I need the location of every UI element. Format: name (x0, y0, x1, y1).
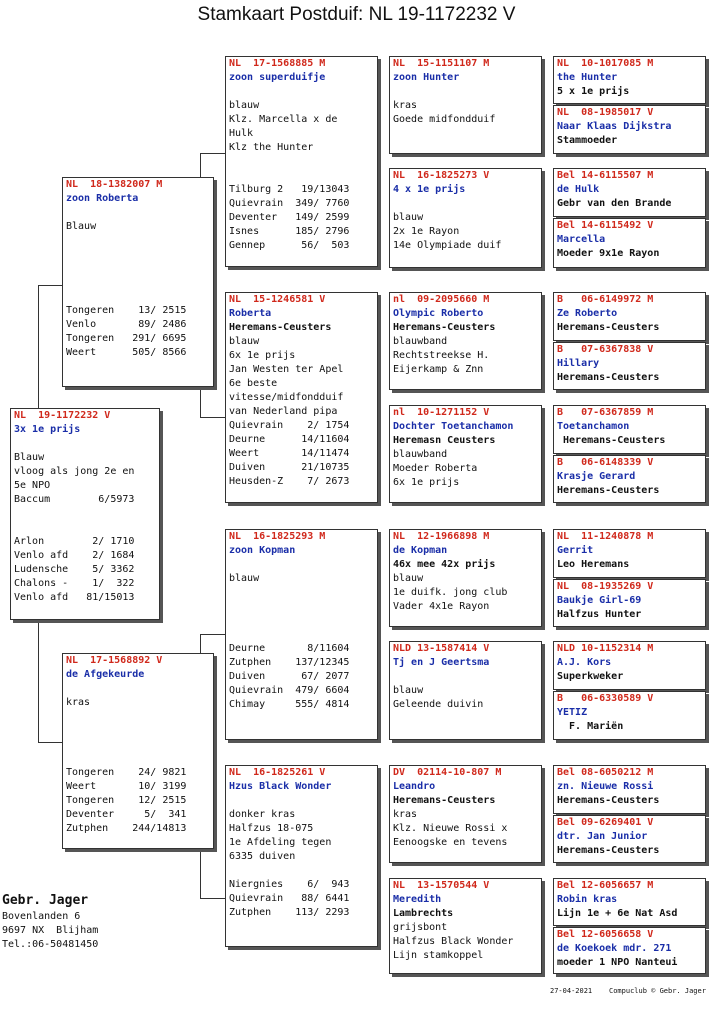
card-line: Venlo 89/ 2486 (66, 319, 187, 330)
pigeon-name: 3x 1e prijs (14, 424, 81, 435)
card-line: Halfzus Hunter (557, 609, 642, 620)
card-line: blauw (229, 336, 260, 347)
pedigree-card-mmf (389, 765, 542, 863)
card-line: Tongeren 12/ 2515 (66, 795, 187, 806)
card-line: 5e NPO (14, 480, 51, 491)
ring-number: Bel 14-6115492 V (557, 220, 654, 231)
pedigree-card-father (62, 177, 214, 387)
card-line: Quievrain 2/ 1754 (229, 420, 350, 431)
card-line: Arlon 2/ 1710 (14, 536, 135, 547)
pigeon-name: zoon superduifje (229, 72, 326, 83)
page-title: Stamkaart Postduif: NL 19-1172232 V (197, 4, 516, 25)
card-line: Deventer 5/ 341 (66, 809, 187, 820)
card-line: moeder 1 NPO Nanteui (557, 957, 678, 968)
card-line: vloog als jong 2e en (14, 466, 135, 477)
card-line: Superkweker (557, 671, 624, 682)
card-line: Klz. Marcella x de (229, 114, 338, 125)
card-line: Heremans-Ceusters (557, 845, 660, 856)
card-line: Goede midfondduif (393, 114, 496, 125)
card-line: Quievrain 88/ 6441 (229, 893, 350, 904)
connector-line (38, 285, 62, 286)
ring-number: B 06-6330589 V (557, 693, 654, 704)
card-line (63, 290, 213, 304)
card-line: Venlo afd 81/15013 (14, 592, 135, 603)
pigeon-name: de Koekoek mdr. 271 (557, 943, 672, 954)
pigeon-name: the Hunter (557, 72, 618, 83)
pigeon-name: YETIZ (557, 707, 588, 718)
pedigree-card-ffm (389, 168, 542, 268)
card-line: blauw (393, 685, 424, 696)
ring-number: B 07-6367859 M (557, 407, 654, 418)
pedigree-card-gen5 (553, 927, 706, 974)
card-line: Deurne 14/11604 (229, 434, 350, 445)
card-line: Rechtstreekse H. (393, 350, 490, 361)
card-line (11, 437, 159, 451)
pedigree-card-gen5 (553, 218, 706, 268)
card-line: 6x 1e prijs (393, 477, 460, 488)
connector-line (38, 742, 62, 743)
card-line: Stammoeder (557, 135, 618, 146)
connector-line (200, 898, 225, 899)
card-line: Baccum 6/5973 (14, 494, 135, 505)
card-line: Heremans-Ceusters (393, 322, 496, 333)
ring-number: NLD 13-1587414 V (393, 643, 490, 654)
card-line (63, 752, 213, 766)
ring-number: NL 08-1985017 V (557, 107, 654, 118)
card-line: blauw (229, 573, 260, 584)
pigeon-name: Meredith (393, 894, 442, 905)
card-line: Heremans-Ceusters (557, 322, 660, 333)
card-line: Weert 505/ 8566 (66, 347, 187, 358)
pigeon-name: zoon Kopman (229, 545, 296, 556)
card-line (226, 628, 377, 642)
card-line: Venlo afd 2/ 1684 (14, 550, 135, 561)
card-line: Jan Westen ter Apel (229, 364, 344, 375)
pigeon-name: Krasje Gerard (557, 471, 636, 482)
card-line: Eijerkamp & Znn (393, 364, 484, 375)
card-line: Geleende duivin (393, 699, 484, 710)
card-line: Duiven 67/ 2077 (229, 671, 350, 682)
card-line: Klz the Hunter (229, 142, 314, 153)
connector-line (200, 634, 225, 635)
card-line (390, 197, 541, 211)
card-line: blauw (393, 573, 424, 584)
card-line (63, 262, 213, 276)
card-line: Heremasn Ceusters (393, 435, 496, 446)
card-line: Tilburg 2 19/13043 (229, 184, 350, 195)
ring-number: Bel 12-6056657 M (557, 880, 654, 891)
pedigree-card-fm (225, 292, 378, 503)
card-line: Heremans-Ceusters (557, 435, 666, 446)
pedigree-card-mmm (389, 878, 542, 974)
card-line (226, 600, 377, 614)
card-line: Heremans-Ceusters (229, 322, 332, 333)
card-line (226, 586, 377, 600)
pedigree-card-gen5 (553, 105, 706, 154)
pedigree-card-mfm (389, 641, 542, 740)
card-line (63, 234, 213, 248)
card-line (63, 682, 213, 696)
card-line: Ludensche 5/ 3362 (14, 564, 135, 575)
pigeon-name: Leandro (393, 781, 436, 792)
card-line: Blauw (14, 452, 45, 463)
card-line: Chimay 555/ 4814 (229, 699, 350, 710)
card-line: Deurne 8/11604 (229, 643, 350, 654)
ring-number: NLD 10-1152314 M (557, 643, 654, 654)
owner-phone: Tel.:06-50481450 (2, 939, 99, 950)
pedigree-card-gen5 (553, 455, 706, 503)
pigeon-name: Robin kras (557, 894, 618, 905)
card-line: Heremans-Ceusters (393, 795, 496, 806)
card-line: 1e Afdeling tegen (229, 837, 332, 848)
card-line: Lijn 1e + 6e Nat Asd (557, 908, 678, 919)
ring-number: NL 13-1570544 V (393, 880, 490, 891)
ring-number: NL 17-1568885 M (229, 58, 326, 69)
ring-number: B 07-6367838 V (557, 344, 654, 355)
pigeon-name: Roberta (229, 308, 272, 319)
card-line: 6e beste (229, 378, 278, 389)
footer-note: 27-04-2021 Compuclub © Gebr. Jager (550, 987, 706, 995)
pedigree-card-gen5 (553, 405, 706, 454)
pedigree-card-gen5 (553, 168, 706, 217)
connector-line (200, 153, 225, 154)
card-line (11, 507, 159, 521)
pedigree-card-ff (225, 56, 378, 267)
ring-number: NL 10-1017085 M (557, 58, 654, 69)
connector-line (200, 417, 225, 418)
card-line: Zutphen 113/ 2293 (229, 907, 350, 918)
card-line: Gennep 56/ 503 (229, 240, 350, 251)
card-line: Tongeren 291/ 6695 (66, 333, 187, 344)
card-line (63, 206, 213, 220)
pigeon-name: 4 x 1e prijs (393, 184, 466, 195)
card-line: Heremans-Ceusters (557, 372, 660, 383)
pigeon-name: Olympic Roberto (393, 308, 484, 319)
card-line: Zutphen 137/12345 (229, 657, 350, 668)
card-line: F. Mariën (557, 721, 624, 732)
card-line: Deventer 149/ 2599 (229, 212, 350, 223)
owner-postcode: 9697 NX Blijham (2, 925, 99, 936)
card-line (226, 155, 377, 169)
card-line (63, 710, 213, 724)
card-line (226, 614, 377, 628)
card-line: Leo Heremans (557, 559, 630, 570)
card-line: Lambrechts (393, 908, 454, 919)
ring-number: NL 15-1246581 V (229, 294, 326, 305)
card-line: Tongeren 13/ 2515 (66, 305, 187, 316)
card-line: 1e duifk. jong club (393, 587, 508, 598)
pigeon-name: zn. Nieuwe Rossi (557, 781, 654, 792)
pedigree-card-gen5 (553, 56, 706, 104)
ring-number: NL 11-1240878 M (557, 531, 654, 542)
card-line (226, 864, 377, 878)
pigeon-name: zoon Roberta (66, 193, 139, 204)
ring-number: NL 08-1935269 V (557, 581, 654, 592)
ring-number: nl 10-1271152 V (393, 407, 490, 418)
card-line: 5 x 1e prijs (557, 86, 630, 97)
card-line: 6x 1e prijs (229, 350, 296, 361)
ring-number: NL 19-1172232 V (14, 410, 111, 421)
ring-number: Bel 12-6056658 V (557, 929, 654, 940)
pigeon-name: de Hulk (557, 184, 600, 195)
ring-number: B 06-6148339 V (557, 457, 654, 468)
pedigree-card-gen5 (553, 342, 706, 390)
pigeon-name: Hzus Black Wonder (229, 781, 332, 792)
card-line (63, 276, 213, 290)
card-line: Duiven 21/10735 (229, 462, 350, 473)
card-line: Quievrain 349/ 7760 (229, 198, 350, 209)
card-line: 2x 1e Rayon (393, 226, 460, 237)
pigeon-name: de Afgekeurde (66, 669, 145, 680)
card-line: blauw (393, 212, 424, 223)
ring-number: NL 16-1825261 V (229, 767, 326, 778)
ring-number: Bel 08-6050212 M (557, 767, 654, 778)
card-line (63, 248, 213, 262)
ring-number: NL 16-1825293 M (229, 531, 326, 542)
card-line: Heremans-Ceusters (557, 485, 660, 496)
card-line (226, 169, 377, 183)
ring-number: Bel 09-6269401 V (557, 817, 654, 828)
pigeon-name: Toetanchamon (557, 421, 630, 432)
card-line: kras (393, 809, 418, 820)
ring-number: NL 15-1151107 M (393, 58, 490, 69)
card-line (390, 85, 541, 99)
card-line: Eenoogske en tevens (393, 837, 508, 848)
card-line: Gebr van den Brande (557, 198, 672, 209)
owner-name: Gebr. Jager (2, 893, 89, 908)
card-line (226, 794, 377, 808)
card-line: Weert 10/ 3199 (66, 781, 187, 792)
pigeon-name: A.J. Kors (557, 657, 612, 668)
card-line: Halfzus 18-075 (229, 823, 314, 834)
ring-number: NL 18-1382007 M (66, 179, 163, 190)
card-line: Weert 14/11474 (229, 448, 350, 459)
card-line: 14e Olympiade duif (393, 240, 502, 251)
card-line: Zutphen 244/14813 (66, 823, 187, 834)
card-line: Isnes 185/ 2796 (229, 226, 350, 237)
owner-address: Bovenlanden 6 (2, 911, 81, 922)
pigeon-name: Baukje Girl-69 (557, 595, 642, 606)
pigeon-name: zoon Hunter (393, 72, 460, 83)
ring-number: NL 17-1568892 V (66, 655, 163, 666)
card-line: Lijn stamkoppel (393, 950, 484, 961)
pigeon-name: Marcella (557, 234, 606, 245)
card-line: Heremans-Ceusters (557, 795, 660, 806)
pigeon-name: Ze Roberto (557, 308, 618, 319)
pedigree-card-gen5 (553, 641, 706, 690)
card-line: Heusden-Z 7/ 2673 (229, 476, 350, 487)
owner-block (2, 892, 98, 952)
pedigree-card-gen5 (553, 292, 706, 341)
pedigree-card-mf (225, 529, 378, 740)
card-line (226, 558, 377, 572)
card-line: Quievrain 479/ 6604 (229, 685, 350, 696)
card-line: van Nederland pipa (229, 406, 338, 417)
card-line: Hulk (229, 128, 254, 139)
pedigree-card-gen5 (553, 878, 706, 926)
card-line: 46x mee 42x prijs (393, 559, 496, 570)
pigeon-name: dtr. Jan Junior (557, 831, 648, 842)
card-line: 6335 duiven (229, 851, 296, 862)
card-line: blauwband (393, 449, 448, 460)
pigeon-name: Naar Klaas Dijkstra (557, 121, 672, 132)
card-line (226, 85, 377, 99)
pedigree-card-mm (225, 765, 378, 947)
pedigree-card-fmm (389, 405, 542, 503)
card-line: Moeder Roberta (393, 463, 478, 474)
card-line (63, 724, 213, 738)
pedigree-card-subject (10, 408, 160, 620)
card-line: kras (66, 697, 91, 708)
ring-number: NL 12-1966898 M (393, 531, 490, 542)
card-line: donker kras (229, 809, 296, 820)
pedigree-card-gen5 (553, 765, 706, 814)
card-line (63, 738, 213, 752)
pedigree-card-mother (62, 653, 214, 849)
pedigree-card-gen5 (553, 529, 706, 578)
card-line: Vader 4x1e Rayon (393, 601, 490, 612)
pigeon-name: Hillary (557, 358, 600, 369)
card-line: Moeder 9x1e Rayon (557, 248, 660, 259)
pedigree-card-gen5 (553, 579, 706, 627)
pedigree-card-mff (389, 529, 542, 627)
card-line: Klz. Nieuwe Rossi x (393, 823, 508, 834)
ring-number: B 06-6149972 M (557, 294, 654, 305)
card-line (11, 521, 159, 535)
ring-number: NL 16-1825273 V (393, 170, 490, 181)
ring-number: DV 02114-10-807 M (393, 767, 502, 778)
pigeon-name: Tj en J Geertsma (393, 657, 490, 668)
card-line: grijsbont (393, 922, 448, 933)
card-line (390, 670, 541, 684)
card-line: Chalons - 1/ 322 (14, 578, 135, 589)
ring-number: nl 09-2095660 M (393, 294, 490, 305)
card-line: Tongeren 24/ 9821 (66, 767, 187, 778)
card-line: Halfzus Black Wonder (393, 936, 514, 947)
card-line: vitesse/midfondduif (229, 392, 344, 403)
card-line: blauw (229, 100, 260, 111)
pedigree-card-fff (389, 56, 542, 154)
pedigree-card-fmf (389, 292, 542, 390)
pedigree-card-gen5 (553, 691, 706, 740)
card-line: Niergnies 6/ 943 (229, 879, 350, 890)
pigeon-name: Gerrit (557, 545, 594, 556)
pigeon-name: Dochter Toetanchamon (393, 421, 514, 432)
card-line: kras (393, 100, 418, 111)
card-line: Blauw (66, 221, 97, 232)
pedigree-card-gen5 (553, 815, 706, 863)
ring-number: Bel 14-6115507 M (557, 170, 654, 181)
pigeon-name: de Kopman (393, 545, 448, 556)
card-line: blauwband (393, 336, 448, 347)
